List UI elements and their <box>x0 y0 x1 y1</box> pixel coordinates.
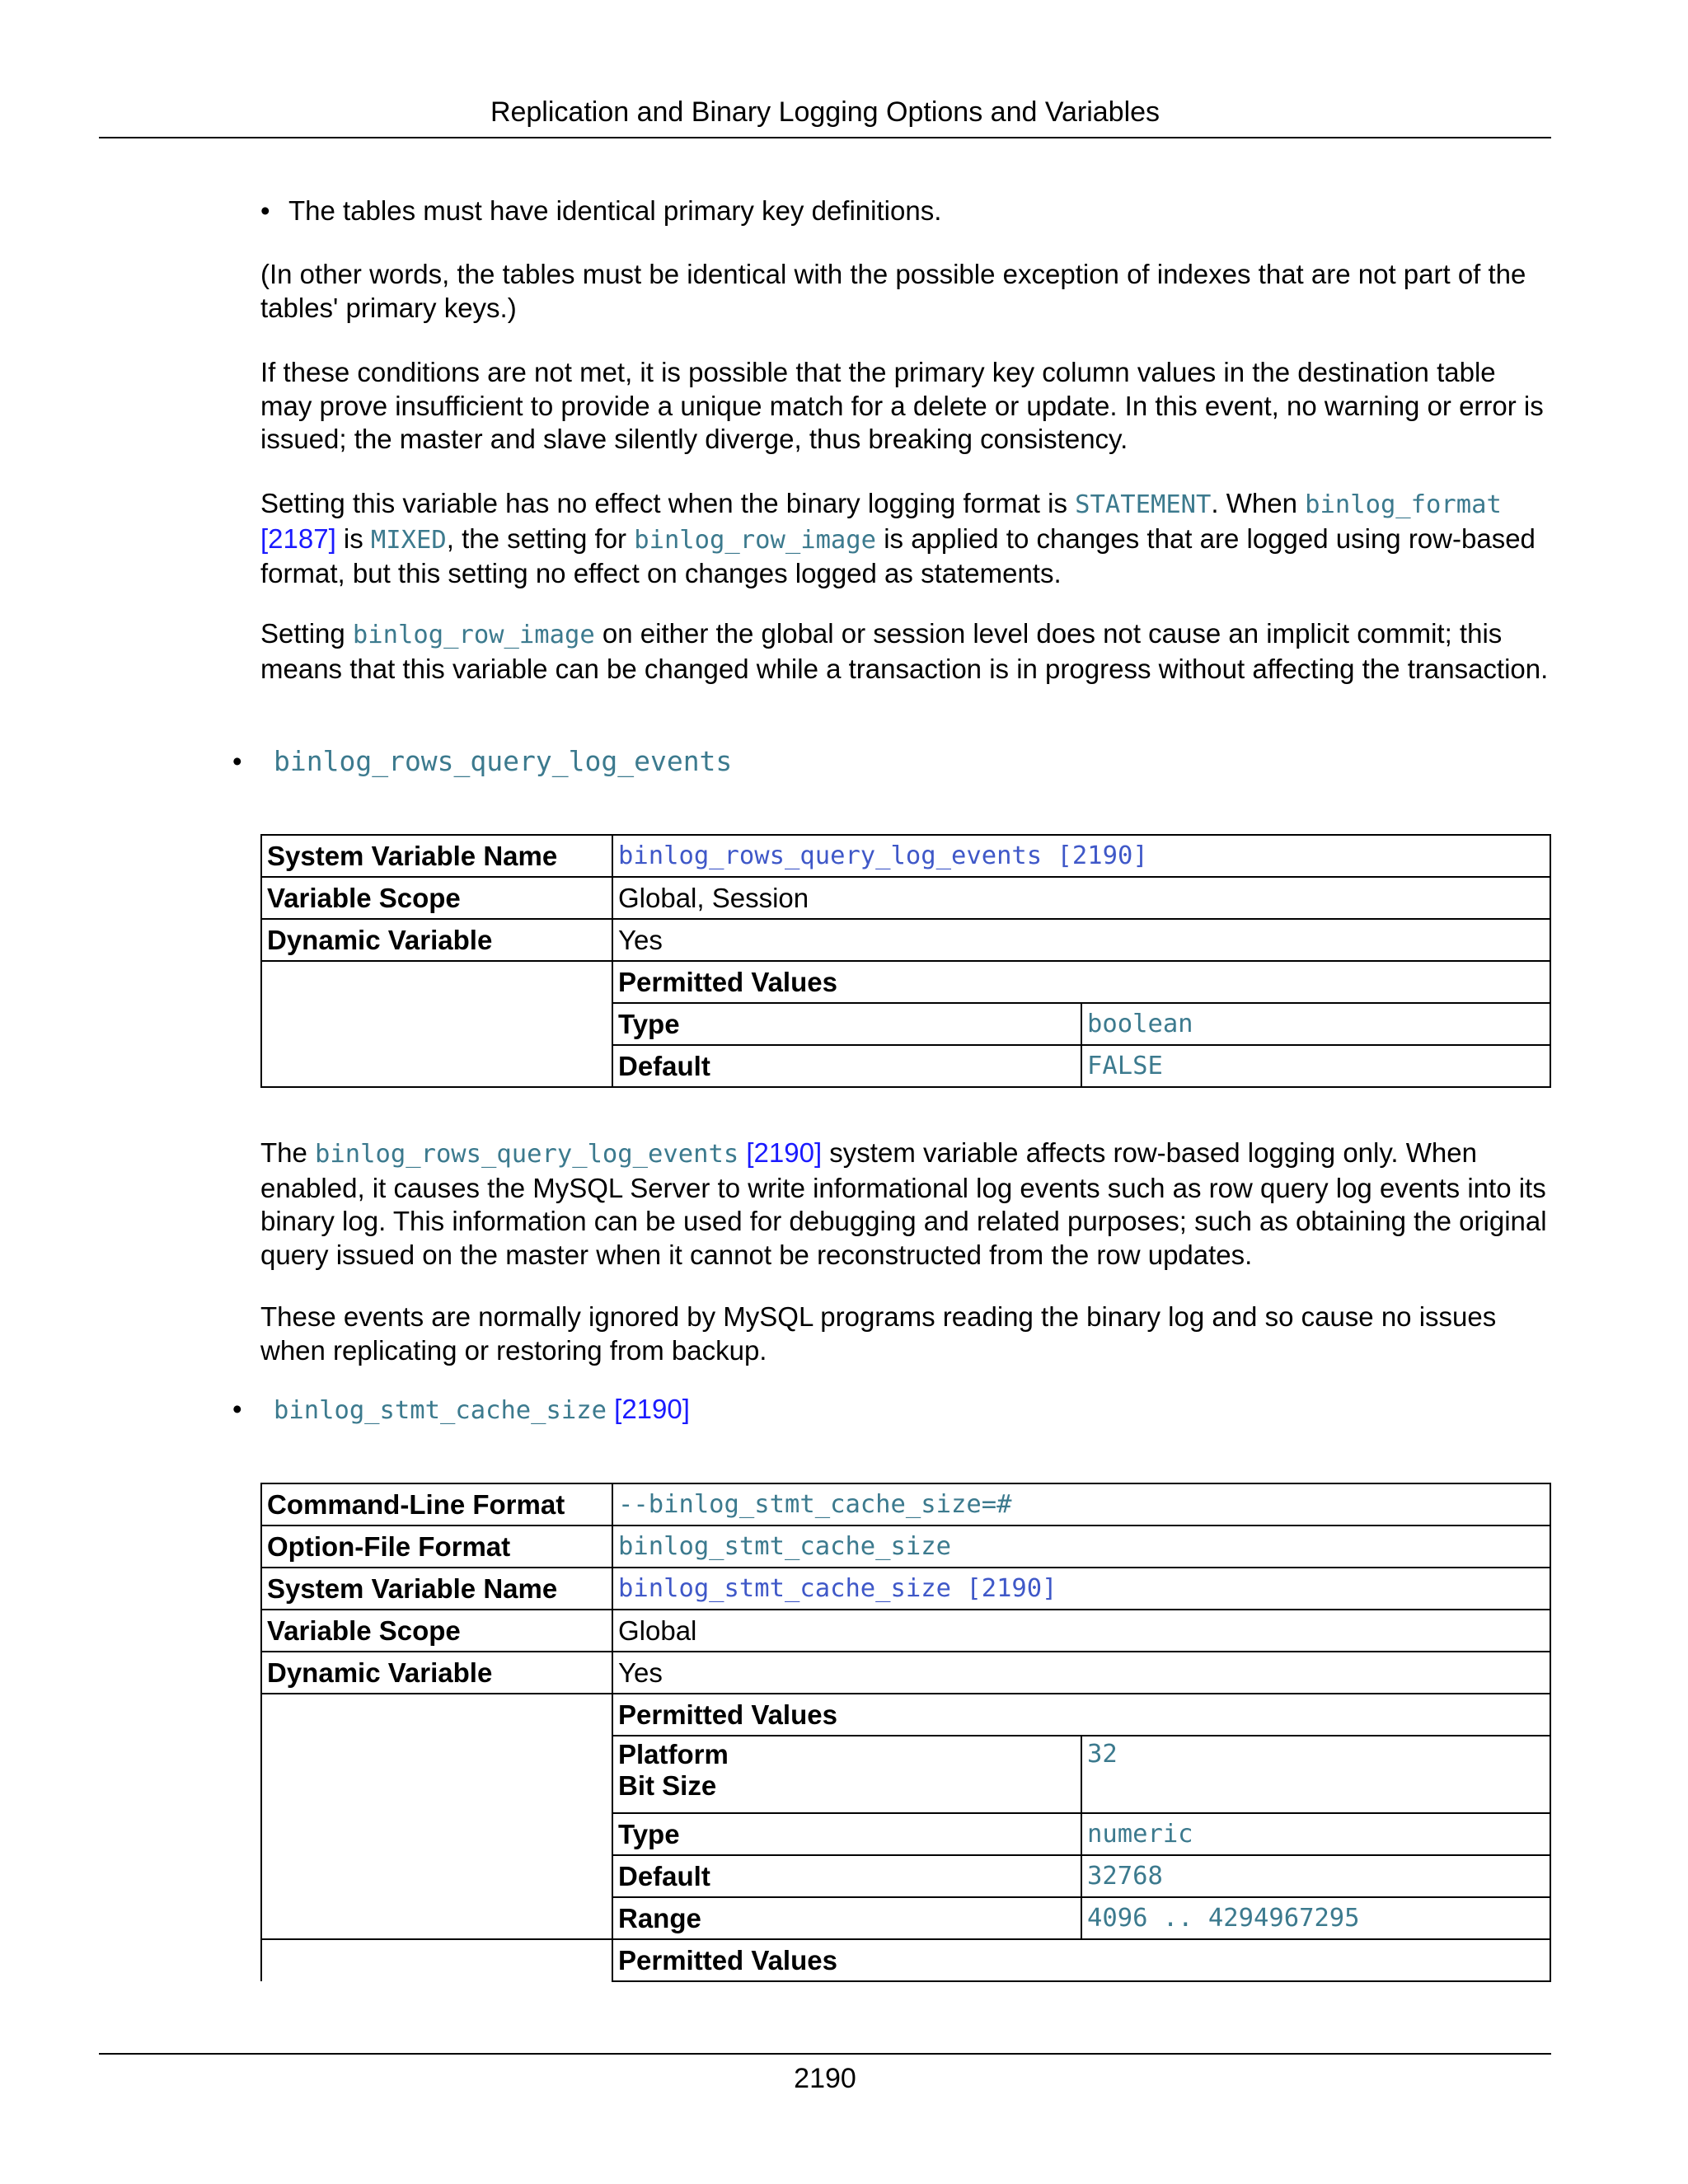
table-row <box>261 1610 1550 1652</box>
default-value: FALSE <box>1081 1045 1550 1087</box>
row-value-link[interactable]: binlog_rows_query_log_events [2190] <box>612 835 1550 877</box>
section1-paragraph-2: These events are normally ignored by MySQL programs reading the binary log and so cause no issues when replicating or restoring from backup. <box>260 1301 1497 1366</box>
empty-cell <box>261 961 612 1087</box>
table-row <box>261 877 1550 919</box>
text: is <box>335 523 371 554</box>
intro-paragraph-3 <box>260 487 1551 591</box>
range-value: 4096 .. 4294967295 <box>1081 1897 1550 1939</box>
text: system variable affects row-based logging only. When enabled, it causes the MySQL Server to write informational log events such as row query log events into its binary log. This information can be used for debugging and related purposes; such as obtaining the original query issued on the master when it cannot be reconstructed from the row updates. <box>260 1137 1547 1270</box>
table-row <box>261 1939 1550 1981</box>
row-label: Option-File Format <box>261 1526 612 1568</box>
platform-value: 32 <box>1081 1736 1550 1813</box>
row-value: Yes <box>612 919 1550 961</box>
code-statement: STATEMENT <box>1075 490 1212 519</box>
text: The <box>260 1137 316 1168</box>
row-label: System Variable Name <box>261 835 612 877</box>
row-value: Global <box>612 1610 1550 1652</box>
range-label: Range <box>612 1897 1081 1939</box>
intro-paragraph-4 <box>260 617 1551 686</box>
platform-label-line-2: Bit Size <box>618 1770 717 1801</box>
code-binlog-rows-query-log-events[interactable]: binlog_rows_query_log_events <box>315 1140 739 1169</box>
type-label: Type <box>612 1813 1081 1855</box>
page-header: Replication and Binary Logging Options and Variables <box>490 96 1160 128</box>
section2-title[interactable] <box>274 1393 690 1427</box>
text: . When <box>1211 488 1306 518</box>
type-value: numeric <box>1081 1813 1550 1855</box>
permitted-values-header: Permitted Values <box>612 961 1550 1003</box>
code-binlog-format[interactable]: binlog_format <box>1305 490 1502 519</box>
footer-rule <box>99 2053 1551 2055</box>
text: , the setting for <box>446 523 635 554</box>
text: on either the global or session level does not cause an implicit commit; this means that this variable can be changed while a transaction is in progress without affecting the transaction. <box>260 618 1549 684</box>
page-number: 2190 <box>794 2063 856 2094</box>
default-label: Default <box>612 1855 1081 1897</box>
intro-paragraph-1: (In other words, the tables must be identical with the possible exception of indexes that are not part of the tables' primary keys.) <box>260 259 1526 323</box>
section1-paragraph-1 <box>260 1137 1551 1272</box>
table-row <box>261 1694 1550 1736</box>
row-value: Global, Session <box>612 877 1550 919</box>
permitted-values-header: Permitted Values <box>612 1694 1550 1736</box>
page-link[interactable]: [2190] <box>606 1394 690 1424</box>
row-label: System Variable Name <box>261 1568 612 1610</box>
table-row <box>261 1652 1550 1694</box>
table-row <box>261 919 1550 961</box>
row-label: Variable Scope <box>261 877 612 919</box>
table-row <box>261 1526 1550 1568</box>
section1-title: binlog_rows_query_log_events <box>274 745 733 777</box>
page-link[interactable]: [2187] <box>260 523 336 554</box>
section2-variable-table <box>260 1483 1551 1982</box>
section1-bullet: • <box>232 746 242 776</box>
default-value: 32768 <box>1081 1855 1550 1897</box>
row-value-link[interactable]: binlog_stmt_cache_size [2190] <box>612 1568 1550 1610</box>
type-label: Type <box>612 1003 1081 1045</box>
table-row <box>261 1483 1550 1526</box>
type-value: boolean <box>1081 1003 1550 1045</box>
table-row <box>261 961 1550 1003</box>
row-value: binlog_stmt_cache_size <box>612 1526 1550 1568</box>
table-row <box>261 1568 1550 1610</box>
row-label: Command-Line Format <box>261 1483 612 1526</box>
row-value: --binlog_stmt_cache_size=# <box>612 1483 1550 1526</box>
section2-bullet: • <box>232 1394 242 1424</box>
code-binlog-row-image: binlog_row_image <box>634 525 877 555</box>
code-binlog-row-image: binlog_row_image <box>352 621 595 649</box>
row-label: Dynamic Variable <box>261 1652 612 1694</box>
table-row <box>261 835 1550 877</box>
bullet-marker: • <box>260 195 270 226</box>
bullet-text: The tables must have identical primary key definitions. <box>288 195 942 226</box>
permitted-values-header: Permitted Values <box>612 1939 1550 1981</box>
empty-cell <box>261 1939 612 1981</box>
page-link[interactable]: [2190] <box>738 1137 823 1168</box>
intro-paragraph-2: If these conditions are not met, it is possible that the primary key column values in the destination table may prove insufficient to provide a unique match for a delete or update. In this event, no warning or error is issued; the master and slave silently diverge, thus breaking consistency. <box>260 357 1544 454</box>
section2-title-code[interactable]: binlog_stmt_cache_size <box>274 1396 607 1425</box>
row-label: Variable Scope <box>261 1610 612 1652</box>
text: is applied to changes that are logged using row-based format, but this setting no effect on changes logged as statements. <box>260 523 1536 588</box>
row-value: Yes <box>612 1652 1550 1694</box>
empty-cell <box>261 1694 612 1939</box>
section1-variable-table <box>260 834 1551 1088</box>
row-label: Dynamic Variable <box>261 919 612 961</box>
code-mixed: MIXED <box>370 525 447 555</box>
text: Setting <box>260 618 353 649</box>
platform-label-line-1: Platform <box>618 1739 729 1769</box>
text: Setting this variable has no effect when the binary logging format is <box>260 488 1076 518</box>
intro-bullet-item <box>260 194 941 227</box>
header-rule <box>99 137 1551 138</box>
platform-label <box>612 1736 1081 1813</box>
default-label: Default <box>612 1045 1081 1087</box>
